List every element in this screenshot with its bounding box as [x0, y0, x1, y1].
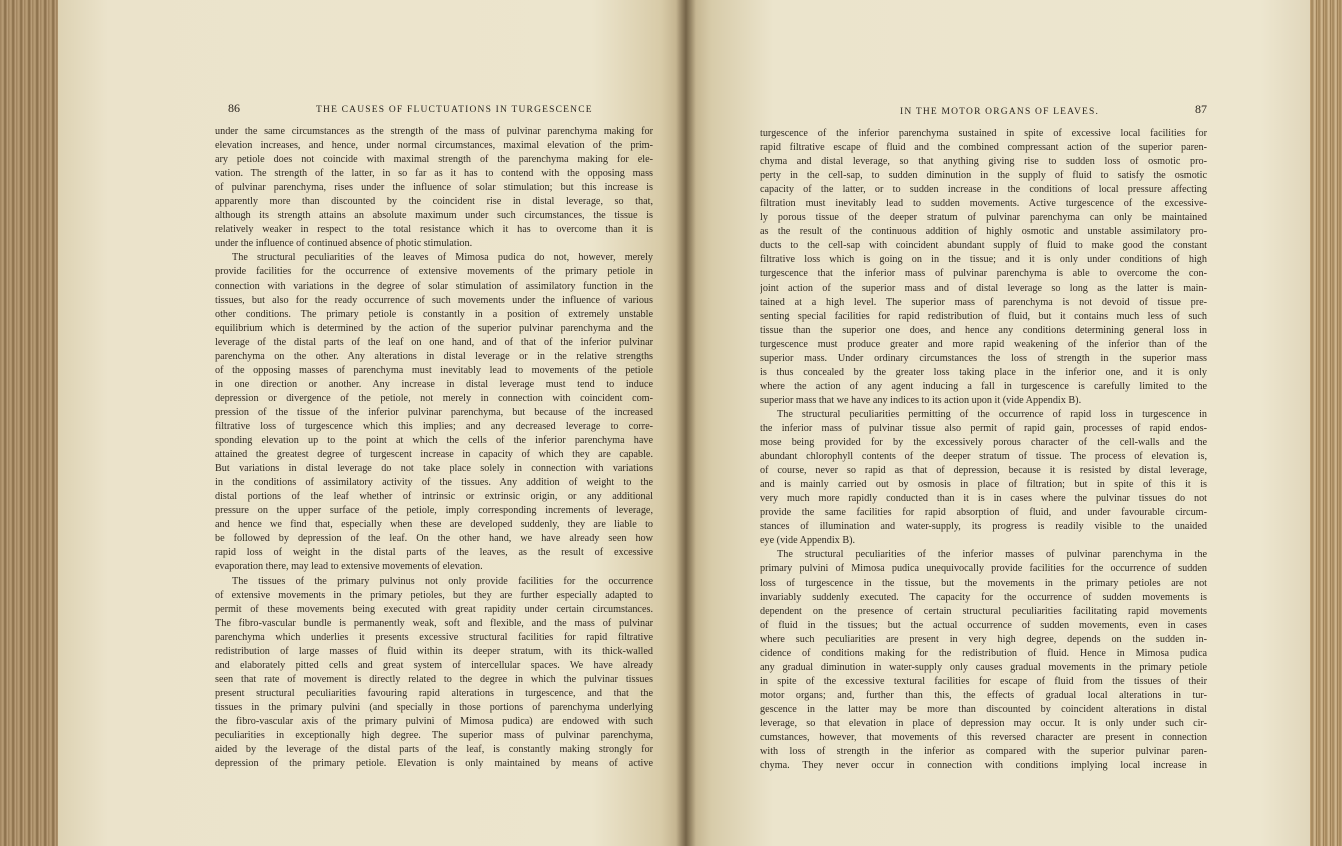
right-page-edges — [1310, 0, 1342, 846]
text-line: apparently more than discounted by the coincident rise in distal leverage, so that, — [215, 196, 653, 208]
text-line: mose being provided for by the excessively porous character of the cell-walls and the — [760, 437, 1207, 449]
text-line: and elaborately pitted cells and great system of intercellular spaces. We have already — [215, 659, 653, 671]
text-line: The fibro-vascular bundle is permanently weak, soft and flexible, and the mass of pulvinar — [215, 617, 653, 629]
text-line: very much more rapidly conducted than it is in cases where the pulvinar tissues do not — [760, 493, 1207, 505]
text-line: cumstances, however, that movements of this reversed character are present in connection — [760, 732, 1207, 744]
text-line: chyma and distal leverage, so that anything giving rise to sudden loss of osmotic pro- — [760, 156, 1207, 168]
text-line: rapid filtrative escape of fluid and the combined compressant action of the superior paren- — [760, 142, 1207, 154]
text-line: invariably suddenly executed. The capacity for the occurrence of sudden movements is — [760, 591, 1207, 603]
page-number: 86 — [228, 101, 240, 115]
text-line: where the action of any agent inducing a fall in turgescence is carefully limited to the — [760, 380, 1207, 392]
text-line: parenchyma on the other. Any alterations in distal leverage or in the relative strengths — [215, 350, 653, 362]
text-line: redistribution of large masses of fluid within its deeper stratum, with its thick-walled — [215, 645, 653, 657]
text-line: seen that rate of movement is directly related to the degree in which the pulvinar tissues — [215, 673, 653, 685]
text-line: joint action of the superior mass and of distal leverage so long as the latter is main- — [760, 282, 1207, 294]
text-line: and is mainly carried out by osmosis in place of filtration; but in spite of this it is — [760, 479, 1207, 491]
page-body-text — [215, 125, 653, 771]
text-line: gescence in the latter may be more than discounted by coincident alterations in distal — [760, 703, 1207, 715]
text-line: abundant chlorophyll contents of the deeper stratum of tissue. The process of elevation is, — [760, 451, 1207, 463]
text-line: the inferior mass of pulvinar tissue also permit of rapid gain, processes of rapid endos- — [760, 422, 1207, 434]
text-line: The tissues of the primary pulvinus not only provide facilities for the occurrence — [232, 575, 653, 587]
text-line: ary petiole does not coincide with maximal strength of the parenchyma making for ele- — [215, 154, 653, 166]
text-line: depression or divergence of the petiole, not merely in connection with coincident com- — [215, 392, 653, 404]
text-line: elevation increases, and hence, under normal circumstances, maximal elevation of the prim- — [215, 140, 653, 152]
left-page — [58, 0, 686, 846]
text-line: cidence of conditions making for the redistribution of fluid. Hence in Mimosa pudica — [760, 647, 1207, 659]
text-line: peculiarities in exceptionally high degree. The superior mass of pulvinar parenchyma, — [215, 730, 653, 742]
text-line: of course, never so rapid as that of depression, because it is resisted by distal leverage, — [760, 465, 1207, 477]
text-line: turgescence must produce greater and more rapid weakening of the inferior than of the — [760, 338, 1207, 350]
text-line: in spite of the excessive textural facilities for escape of fluid from the tissues of their — [760, 675, 1207, 687]
text-line: The structural peculiarities of the leaves of Mimosa pudica do not, however, merely — [232, 252, 653, 264]
text-line: of fluid in the tissues; but the actual occurrence of sudden movements, even in cases — [760, 619, 1207, 631]
text-line: chyma. They never occur in connection with conditions implying local increase in — [760, 760, 1207, 772]
text-line: connection with variations in the degree of solar stimulation of assimilatory function in the — [215, 280, 653, 292]
text-line: the fibro-vascular axis of the primary pulvini of Mimosa pudica) are endowed with such — [215, 715, 653, 727]
text-line: The structural peculiarities permitting of the occurrence of rapid loss in turgescence in — [777, 408, 1207, 420]
text-line: turgescence that the inferior mass of pulvinar parenchyma is able to overcome the con- — [760, 268, 1207, 280]
text-line: is thus concealed by the greater loss taking place in the inferior one, and it is only — [760, 366, 1207, 378]
text-line: although its strength attains an absolute maximum under such circumstances, the tissue is — [215, 210, 653, 222]
text-line: under the influence of continued absence of photic stimulation. — [215, 238, 473, 250]
text-line: ducts to the cell-sap with coincident abundant supply of fluid to make good the constant — [760, 240, 1207, 252]
text-line: parenchyma which underlies it presents excessive structural facilities for rapid filtrative — [215, 631, 653, 643]
text-line: But variations in distal leverage do not take place solely in connection with variations — [215, 463, 653, 475]
text-line: sponding elevation up to the point at which the cells of the inferior parenchyma have — [215, 435, 653, 447]
text-line: rapid loss of weight in the distal parts of the leaves, as the result of excessive — [215, 547, 653, 559]
text-line: superior mass that we have any indices to its action upon it (vide Appendix B). — [760, 394, 1082, 406]
text-line: vation. The strength of the latter, in so far as it has to contend with the opposing mass — [215, 168, 653, 180]
text-line: filtration must inevitably lead to sudden movements. Active turgescence of the excessive- — [760, 198, 1207, 210]
text-line: depression of the primary petiole. Elevation is only maintained by means of active — [215, 758, 653, 770]
text-line: equilibrium which is determined by the action of the superior pulvinar parenchyma and the — [215, 322, 653, 334]
text-line: eye (vide Appendix B). — [760, 535, 856, 547]
text-line: where such peculiarities are present in very high degree, depends on the sudden in- — [760, 633, 1207, 645]
text-line: primary pulvini of Mimosa pudica unequivocally provide facilities for the occurrence of sudden — [760, 563, 1207, 575]
text-line: present structural peculiarities favouring rapid alterations in turgescence, and that the — [215, 687, 653, 699]
text-line: of extensive movements in the primary petioles, but they are further especially adapted to — [215, 589, 653, 601]
text-line: distal portions of the leaf whether of intrinsic or extrinsic origin, or any additional — [215, 491, 653, 503]
text-line: The structural peculiarities of the inferior masses of pulvinar parenchyma in the — [777, 549, 1207, 561]
text-line: leverage of the distal parts of the leaf on one hand, and of that of the inferior pulvinar — [215, 336, 653, 348]
right-page — [686, 0, 1310, 846]
text-line: filtrative loss of turgescence which this implies; and any decreased leverage to corre- — [215, 420, 653, 432]
text-line: stances of illumination and water-supply, its progress is readily visible to the unaided — [760, 521, 1207, 533]
text-line: in the conditions of assimilatory activity of the tissues. Any addition of weight to the — [215, 477, 653, 489]
text-line: under the same circumstances as the strength of the mass of pulvinar parenchyma making for — [215, 126, 653, 137]
page-number: 87 — [1195, 102, 1207, 116]
text-line: superior mass. Under ordinary circumstances the loss of strength in the superior mass — [760, 352, 1207, 364]
text-line: as the result of the continuous addition of highly osmotic and unstable assimilatory pro- — [760, 226, 1207, 238]
text-line: permit of these movements being executed with great rapidity under certain circumstances. — [215, 603, 653, 615]
text-line: perty in the cell-sap, to sudden diminution in the supply of fluid to satisfy the osmotic — [760, 170, 1207, 182]
text-line: in one direction or another. Any increase in distal leverage must tend to induce — [215, 378, 653, 390]
text-line: pressure on the upper surface of the petiole, imply corresponding increments of leverage, — [215, 505, 653, 517]
text-line: with loss of strength in the inferior as compared with the superior pulvinar paren- — [760, 746, 1207, 758]
text-line: provide the same facilities for rapid absorption of fluid, and under favourable circum- — [760, 507, 1207, 519]
text-line: tissue than the superior one does, and hence any conditions determining general loss in — [760, 324, 1207, 336]
text-line: capacity of the latter, or to sudden increase in the conditions of local pressure affecting — [760, 184, 1207, 196]
text-line: tained at a high level. The superior mass of parenchyma is not devoid of tissue pre- — [760, 296, 1207, 308]
text-line: attained the greatest degree of turgescent increase in capacity of which they are capable. — [215, 449, 653, 461]
text-line: loss of turgescence in the tissue, but the movements in the primary petioles are not — [760, 577, 1207, 589]
text-line: pression of the tissue of the inferior pulvinar parenchyma, but because of the increased — [215, 406, 653, 418]
running-head: THE CAUSES OF FLUCTUATIONS IN TURGESCENCE — [316, 105, 593, 115]
text-line: provide facilities for the occurrence of extensive movements of the primary petiole in — [215, 266, 653, 278]
text-line: aided by the leverage of the distal parts of the leaf, is constantly making strongly for — [215, 744, 653, 756]
text-line: dependent on the presence of certain structural peculiarities facilitating rapid movements — [760, 605, 1207, 617]
text-line: ly porous tissue of the deeper stratum of pulvinar parenchyma can only be maintained — [760, 212, 1207, 224]
text-line: other conditions. The primary petiole is constantly in a position of extremely unstable — [215, 308, 653, 320]
text-line: filtrative loss which is going on in the tissue; and it is only under conditions of high — [760, 254, 1207, 266]
text-line: of the opposing masses of parenchyma must inevitably lead to movements of the petiole — [215, 364, 653, 376]
text-line: tissues in the primary pulvini (and specially in those portions of parenchyma underlying — [215, 701, 653, 713]
text-line: relatively weaker in respect to the total resistance which it has to overcome than it is — [215, 224, 653, 236]
text-line: be followed by depression of the leaf. On the other hand, we have already seen how — [215, 533, 653, 545]
text-line: and hence we find that, especially when these are developed suddenly, they are liable to — [215, 519, 653, 531]
text-line: of pulvinar parenchyma, rises under the influence of solar stimulation; but this increase is — [215, 182, 653, 194]
text-line: any gradual diminution in water-supply only causes gradual movements in the primary petiole — [760, 661, 1207, 673]
text-line: evaporation there, may lead to extensive movements of elevation. — [215, 561, 483, 573]
book-gutter — [676, 0, 696, 846]
text-line: turgescence of the inferior parenchyma sustained in spite of excessive local facilities for — [760, 128, 1207, 139]
text-line: tissues, but also for the ready occurrence of such movements under the influence of various — [215, 294, 653, 306]
page-body-text — [760, 127, 1207, 773]
text-line: senting special facilities for rapid redistribution of fluid, but it contains much less of such — [760, 310, 1207, 322]
text-line: motor organs; and, further than this, the effects of gradual local alterations in tur- — [760, 689, 1207, 701]
running-head: IN THE MOTOR ORGANS OF LEAVES. — [900, 107, 1100, 117]
text-line: leverage, so that elevation in place of depression may occur. It is only under such cir- — [760, 717, 1207, 729]
